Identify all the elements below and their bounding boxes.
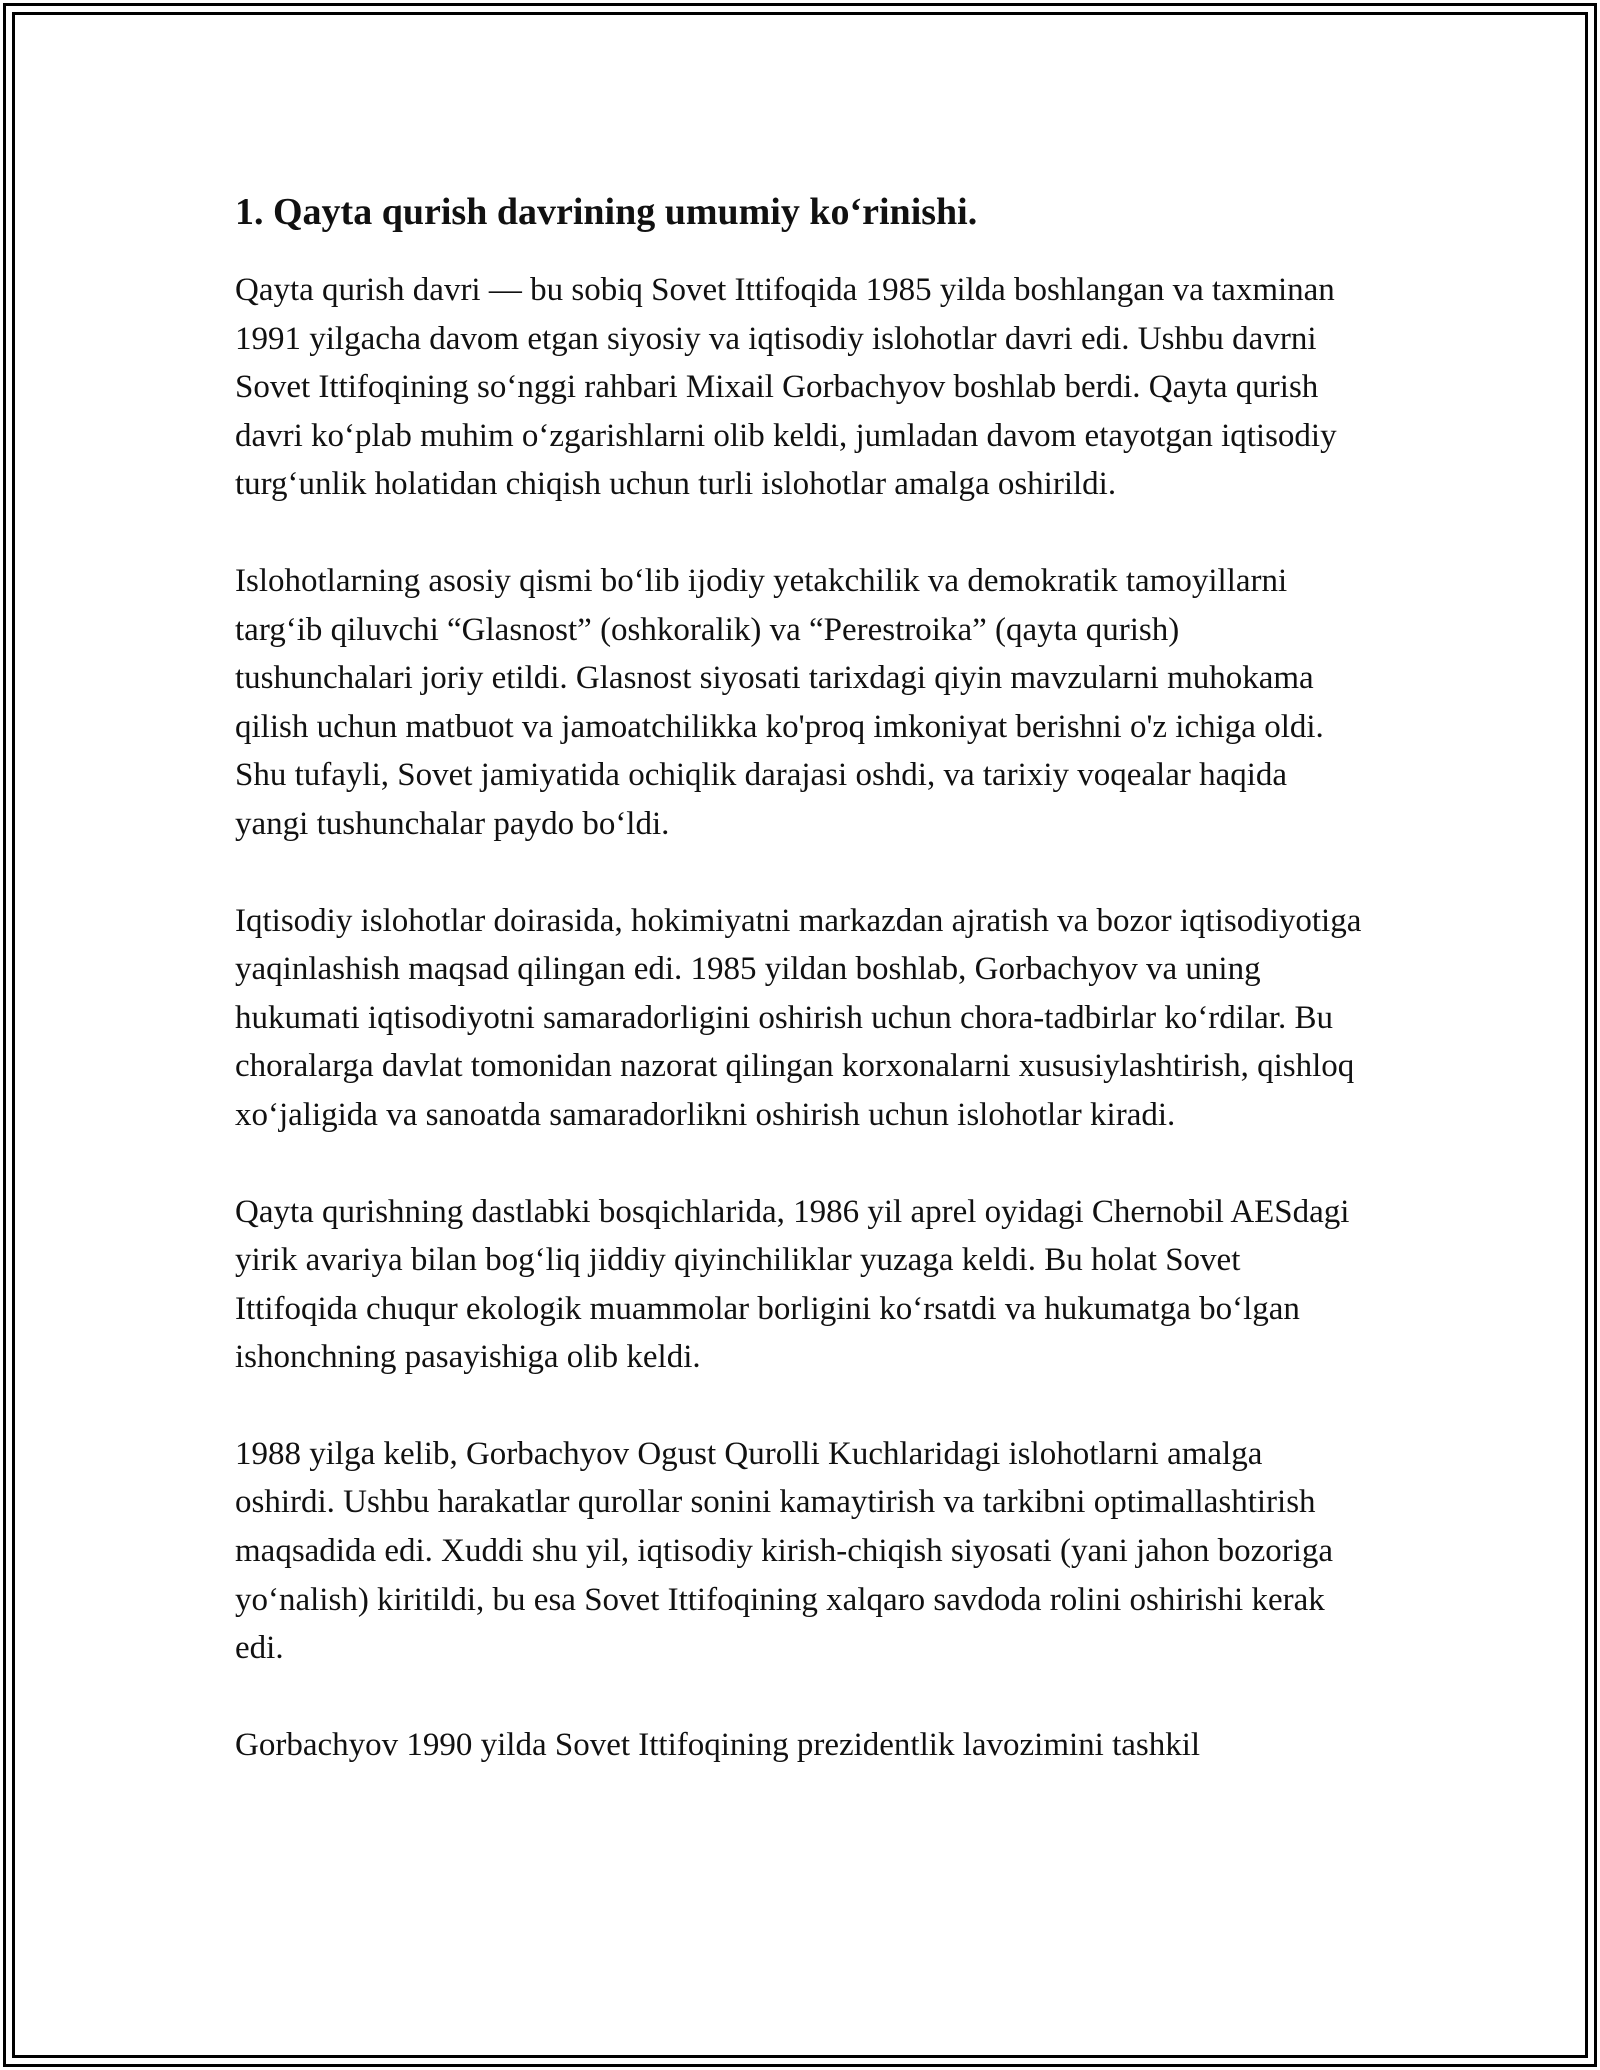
paragraph-5: 1988 yilga kelib, Gorbachyov Ogust Qurolli Kuchlaridagi islohotlarni amalga oshirdi. Ushbu harakatlar qurollar sonini kamaytirish va tarkibni optimallashtirish maqsadida edi. Xuddi shu yil, iqtisodiy kirish-chiqish siyosati (yani jahon bozoriga yo‘nalish) kiritildi, bu esa Sovet Ittifoqining xalqaro savdoda rolini oshirishi kerak edi. bbox=[235, 1435, 1334, 1667]
paragraph-1: Qayta qurish davri — bu sobiq Sovet Ittifoqida 1985 yilda boshlangan va taxminan 1991 yilgacha davom etgan siyosiy va iqtisodiy islohotlar davri edi. Ushbu davrni Sovet Ittifoqining so‘nggi rahbari Mixail Gorbachyov boshlab berdi. Qayta qurish davri ko‘plab muhim o‘zgarishlarni olib keldi, jumladan davom etayotgan iqtisodiy turg‘unlik holatidan chiqish uchun turli islohotlar amalga oshirildi. bbox=[235, 272, 1337, 503]
section-heading: 1. Qayta qurish davrining umumiy ko‘rinishi. bbox=[235, 191, 978, 233]
paragraph-3: Iqtisodiy islohotlar doirasida, hokimiyatni markazdan ajratish va bozor iqtisodiyotiga yaqinlashish maqsad qilingan edi. 1985 yildan boshlab, Gorbachyov va uning hukumati iqtisodiyotni samaradorligini oshirish uchun chora-tadbirlar ko‘rdilar. Bu choralarga davlat tomonidan nazorat qilingan korxonalarni xususiylashtirish, qishloq xo‘jaligida va sanoatda samaradorlikni oshirish uchun islohotlar kiradi. bbox=[235, 902, 1362, 1133]
paragraph-2: Islohotlarning asosiy qismi bo‘lib ijodiy yetakchilik va demokratik tamoyillarni targ‘ib qiluvchi “Glasnost” (oshkoralik) va “Perestroika” (qayta qurish) tushunchalari joriy etildi. Glasnost siyosati tarixdagi qiyin mavzularni muhokama qilish uchun matbuot va jamoatchilikka ko'proq imkoniyat berishni o'z ichiga oldi. Shu tufayli, Sovet jamiyatida ochiqlik darajasi oshdi, va tarixiy voqealar haqida yangi tushunchalar paydo bo‘ldi. bbox=[235, 562, 1324, 842]
paragraph-6: Gorbachyov 1990 yilda Sovet Ittifoqining prezidentlik lavozimini tashkil bbox=[235, 1726, 1201, 1763]
paragraph-4: Qayta qurishning dastlabki bosqichlarida, 1986 yil aprel oyidagi Chernobil AESdagi yirik avariya bilan bog‘liq jiddiy qiyinchiliklar yuzaga keldi. Bu holat Sovet Ittifoqida chuqur ekologik muammolar borligini ko‘rsatdi va hukumatga bo‘lgan ishonchning pasayishiga olib keldi. bbox=[235, 1193, 1350, 1376]
document-body bbox=[235, 188, 1365, 1817]
